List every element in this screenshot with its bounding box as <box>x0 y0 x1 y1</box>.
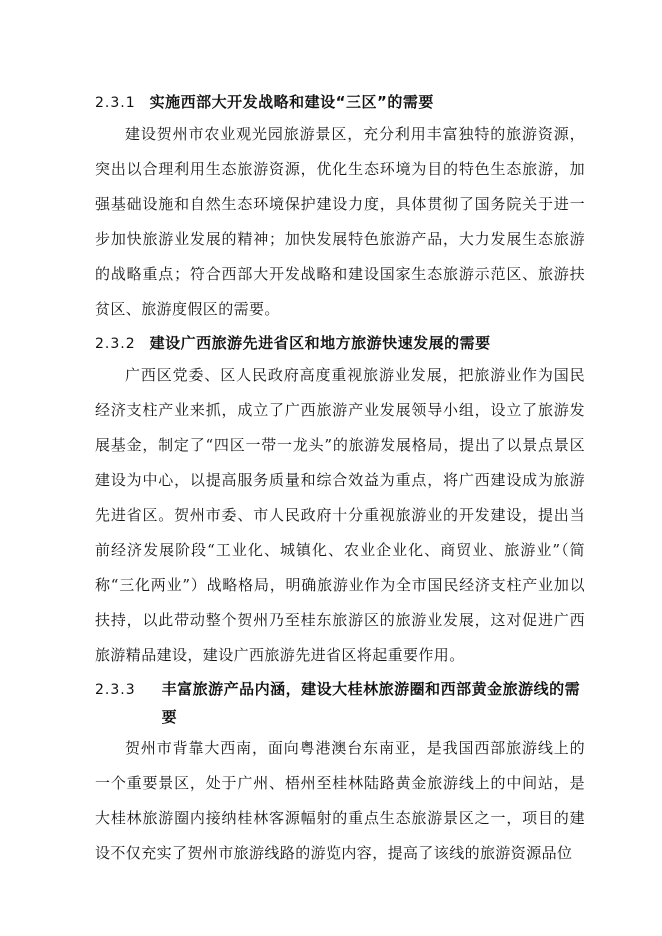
section-number: 2.3.3 <box>95 682 136 698</box>
section-heading-2-3-1 <box>95 88 585 117</box>
section-number: 2.3.1 <box>95 95 136 111</box>
section-paragraph: 建设贺州市农业观光园旅游景区，充分利用丰富独特的旅游资源，突出以合理利用生态旅游资源，优化生态环境为目的特色生态旅游，加强基础设施和自然生态环境保护建设力度，具体贯彻了国务院关于进一步加快旅游业发展的精神；加快发展特色旅游产品，大力发展生态旅游的战略重点；符合西部大开发战略和建设国家生态旅游示范区、旅游扶贫区、旅游度假区的需要。 <box>95 125 585 318</box>
section-title: 建设广西旅游先进省区和地方旅游快速发展的需要 <box>149 334 491 352</box>
document-content <box>95 88 585 871</box>
section-number: 2.3.2 <box>95 336 136 352</box>
section-paragraph: 广西区党委、区人民政府高度重视旅游业发展，把旅游业作为国民经济支柱产业来抓，成立了广西旅游产业发展领导小组，设立了旅游发展基金，制定了“四区一带一龙头”的旅游发展格局，提出了以景点景区建设为中心，以提高服务质量和综合效益为重点，将广西建设成为旅游先进省区。贺州市委、市人民政府十分重视旅游业的开发建设，提出当前经济发展阶段“工业化、城镇化、农业企业化、商贸业、旅游业”（简称“三化两业”）战略格局，明确旅游业作为全市国民经济支柱产业加以扶持，以此带动整个贺州乃至桂东旅游区的旅游业发展，这对促进广西旅游精品建设，建设广西旅游先进省区将起重要作用。 <box>95 366 585 664</box>
section-title: 丰富旅游产品内涵，建设大桂林旅游圈和西部黄金旅游线的需要 <box>161 680 581 726</box>
section-heading-2-3-3 <box>95 675 585 731</box>
section-paragraph: 贺州市背靠大西南，面向粤港澳台东南亚，是我国西部旅游线上的一个重要景区，处于广州、梧州至桂林陆路黄金旅游线上的中间站，是大桂林旅游圈内接纳桂林客源幅射的重点生态旅游景区之一，项目的建设不仅充实了贺州市旅游线路的游览内容，提高了该线的旅游资源品位 <box>95 739 585 862</box>
section-title: 实施西部大开发战略和建设“三区”的需要 <box>149 93 434 111</box>
section-heading-2-3-2 <box>95 329 585 358</box>
